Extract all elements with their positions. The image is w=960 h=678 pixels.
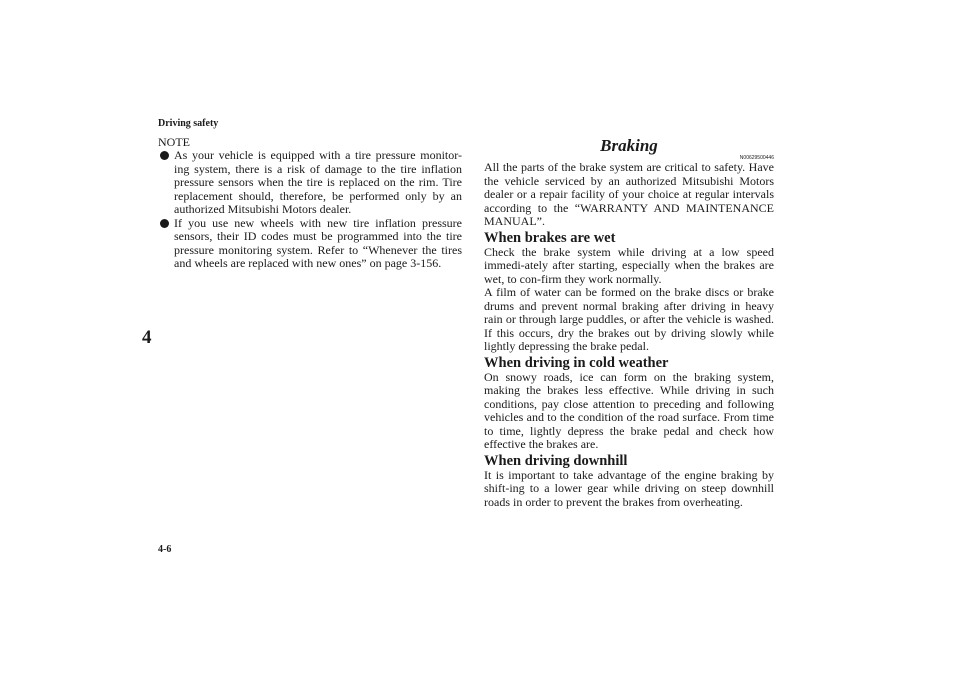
note-item-text: As your vehicle is equipped with a tire pressure monitor-ing system, there is a risk of damage to the tire inflation pressure sensors when the tire is replaced on the rim. Tire replacement should, therefore, be performed only by an authorized Mitsubishi Motors dealer. bbox=[174, 148, 462, 216]
note-item-text: If you use new wheels with new tire inflation pressure sensors, their ID codes must be programmed into the tire pressure monitoring system. Refer to “Whenever the tires and wheels are replaced with new ones” on page 3-156. bbox=[174, 215, 462, 270]
running-header: Driving safety bbox=[158, 118, 219, 129]
paragraph: On snowy roads, ice can form on the braking system, making the brakes less effective. While driving in such conditions, pay close attention to preceding and following vehicles and to the condition of the road surface. From time to time, lightly depress the brake pedal and check how effective the brakes are. bbox=[484, 369, 774, 451]
note-label: NOTE bbox=[158, 135, 190, 149]
note-block bbox=[158, 136, 462, 271]
document-code: N00629500446 bbox=[739, 155, 774, 161]
bullet-icon bbox=[160, 151, 169, 160]
page-number: 4-6 bbox=[158, 544, 172, 555]
bullet-icon bbox=[160, 219, 169, 228]
subheading-cold-weather: When driving in cold weather bbox=[484, 354, 669, 371]
note-item bbox=[158, 149, 462, 217]
subheading-downhill: When driving downhill bbox=[484, 452, 628, 469]
chapter-tab: 4 bbox=[142, 327, 152, 348]
paragraph: It is important to take advantage of the engine braking by shift-ing to a lower gear while driving on steep downhill roads in order to prevent the brakes from overheating. bbox=[484, 467, 774, 509]
note-item bbox=[158, 217, 462, 271]
intro-paragraph: All the parts of the brake system are critical to safety. Have the vehicle serviced by an authorized Mitsubishi Motors dealer or a repair facility of your choice at regular intervals according to the “WARRANTY AND MAINTENANCE MANUAL”. bbox=[484, 160, 774, 228]
section-title: Braking bbox=[600, 136, 658, 155]
braking-section bbox=[484, 136, 774, 509]
paragraph: A film of water can be formed on the brake discs or brake drums and prevent normal braking after driving in heavy rain or through large puddles, or after the vehicle is washed. If this occurs, dry the brakes out by driving slowly while lightly depressing the brake pedal. bbox=[484, 285, 774, 353]
paragraph: Check the brake system while driving at a low speed immedi-ately after starting, especially when the brakes are wet, to con-firm they work normally. bbox=[484, 244, 774, 286]
subheading-wet-brakes: When brakes are wet bbox=[484, 229, 616, 246]
